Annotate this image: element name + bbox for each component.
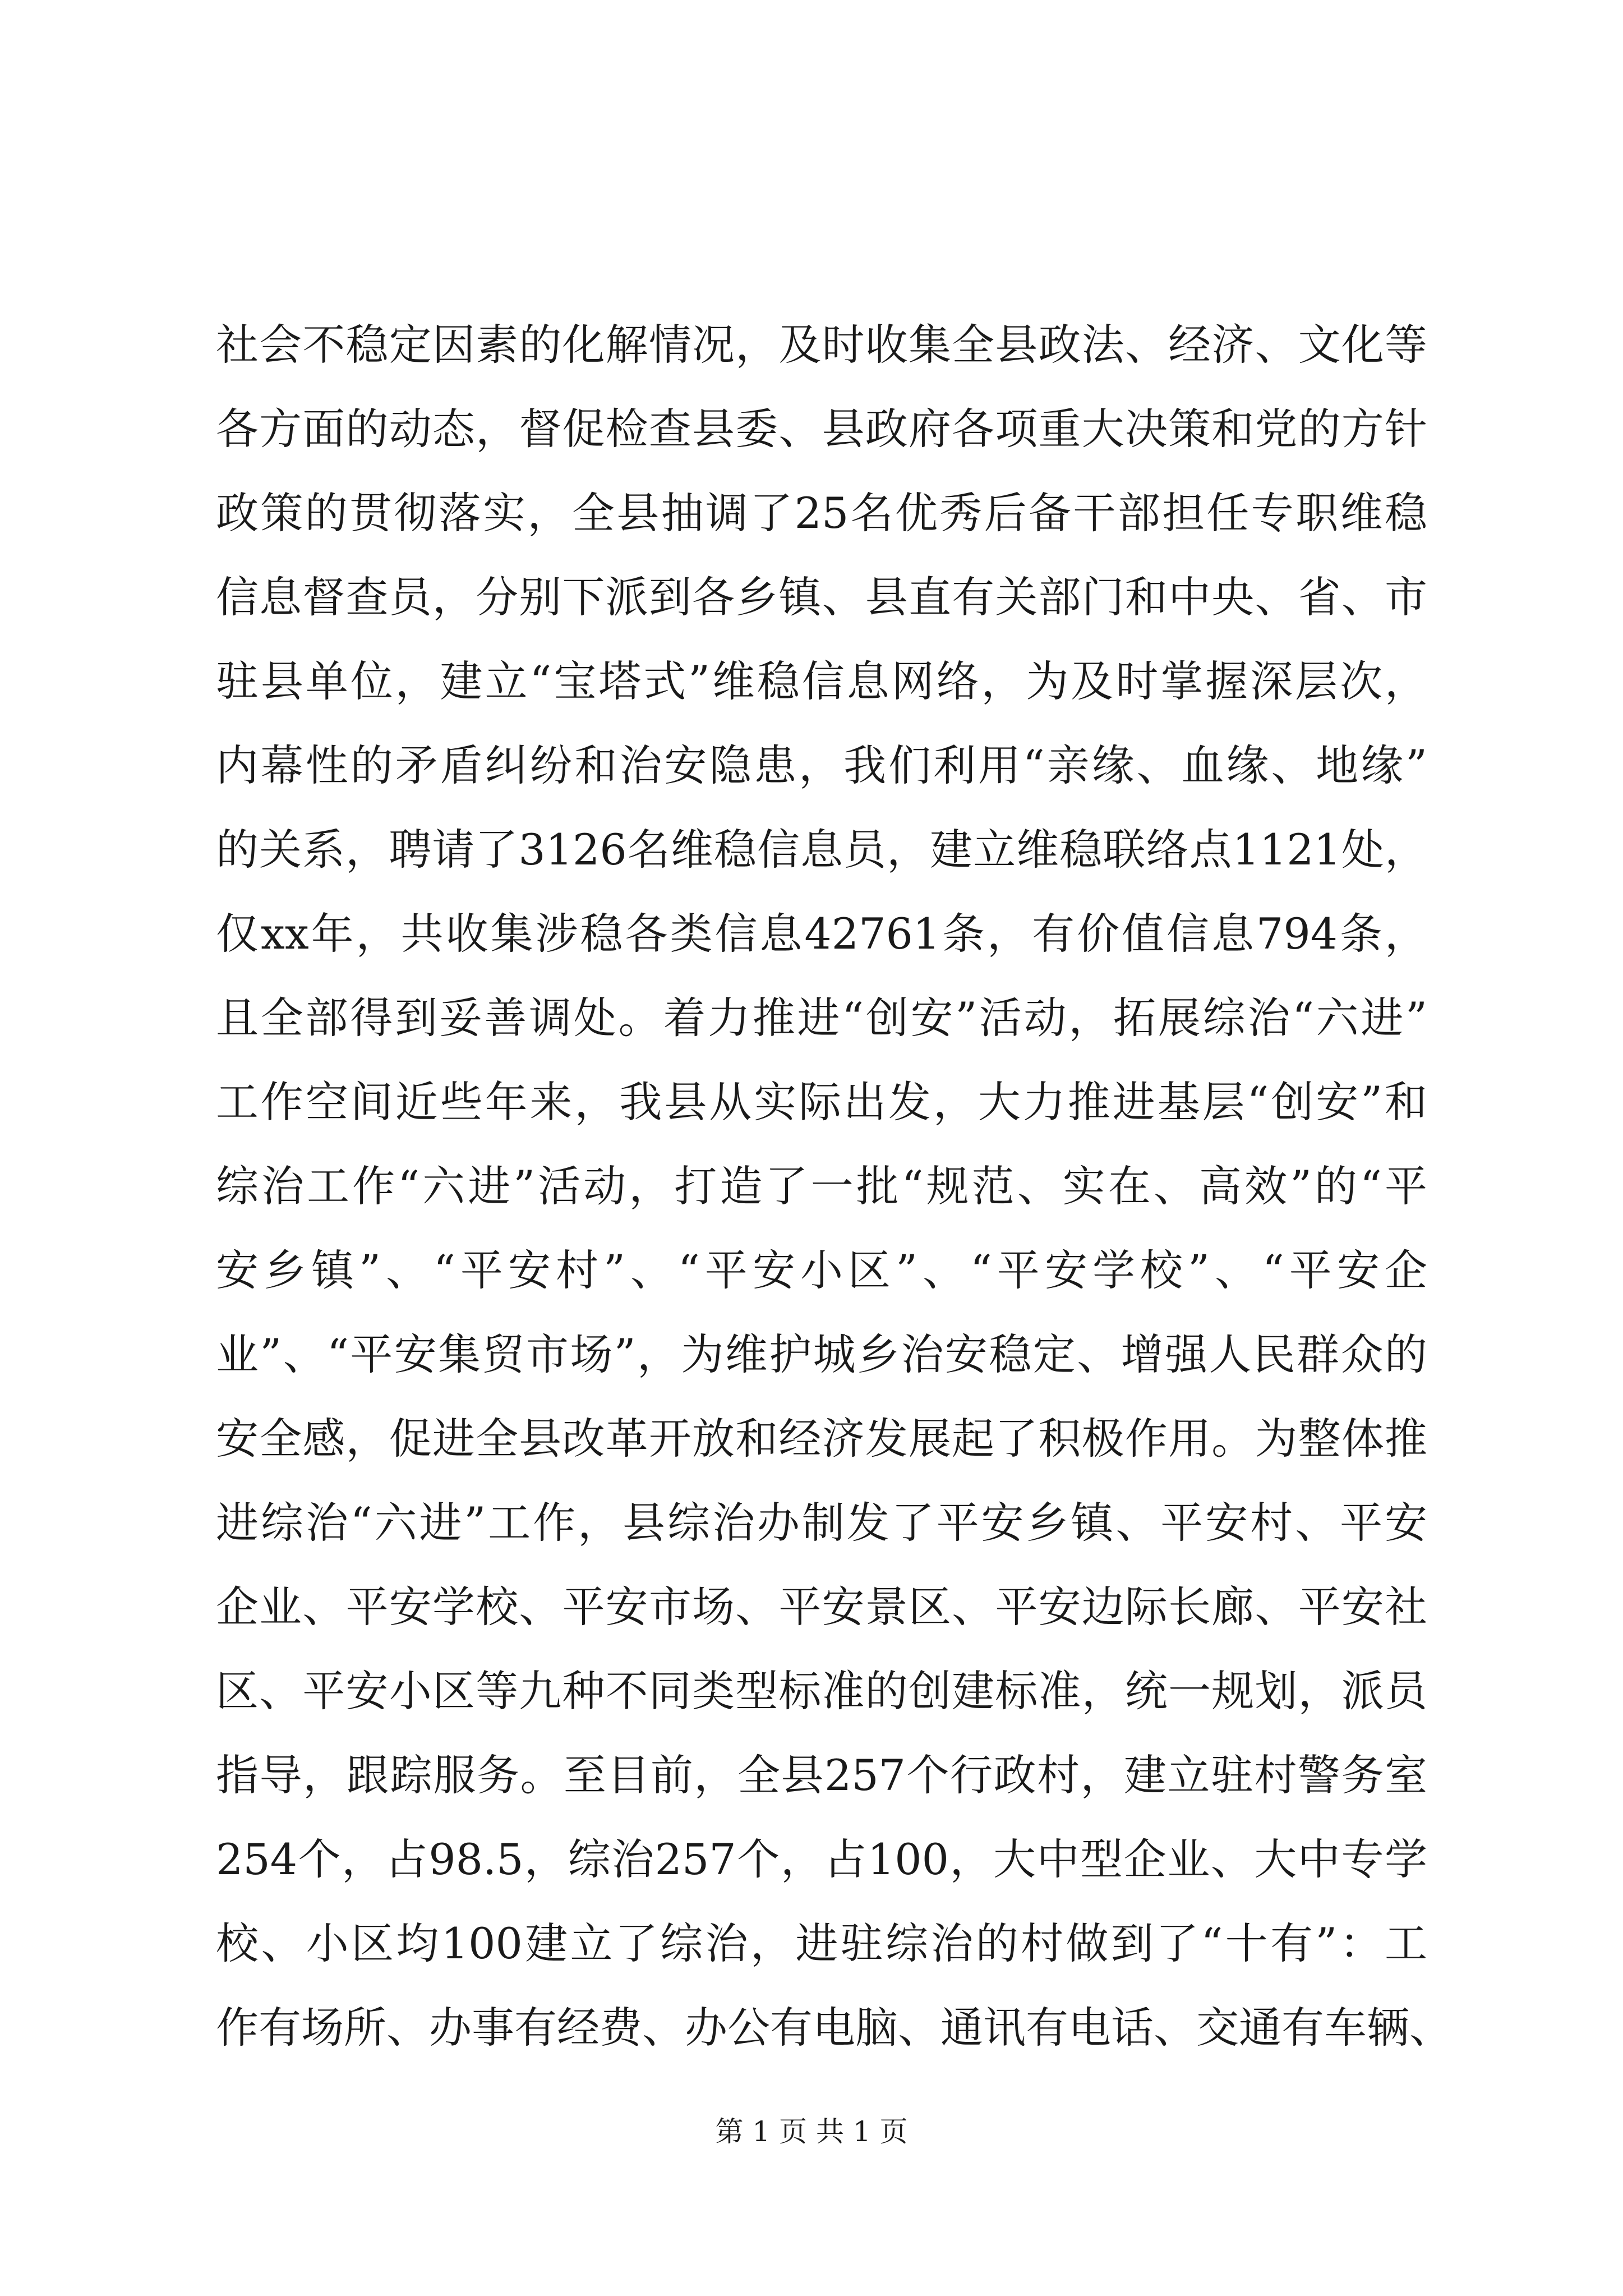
text-line: 社会不稳定因素的化解情况，及时收集全县政法、经济、文化等: [216, 320, 1427, 370]
text-line: 作有场所、办事有经费、办公有电脑、通讯有电话、交通有车辆、: [216, 2003, 1452, 2053]
text-line: 区、平安小区等九种不同类型标准的创建标准，统一规划，派员: [216, 1666, 1427, 1716]
body-text: [216, 303, 1452, 2070]
text-line: 信息督查员，分别下派到各乡镇、县直有关部门和中央、省、市: [216, 572, 1427, 622]
text-line: 安乡镇”、“平安村”、“平安小区”、“平安学校”、“平安企: [216, 1245, 1427, 1295]
text-line: 254个，占98.5，综治257个，占100，大中型企业、大中专学: [216, 1834, 1427, 1884]
text-line: 工作空间近些年来，我县从实际出发，大力推进基层“创安”和: [216, 1077, 1427, 1127]
page-footer: [0, 2115, 1623, 2148]
text-line: 综治工作“六进”活动，打造了一批“规范、实在、高效”的“平: [216, 1161, 1427, 1211]
page-number: 第 1 页 共 1 页: [715, 2115, 908, 2148]
text-line: 安全感，促进全县改革开放和经济发展起了积极作用。为整体推: [216, 1414, 1427, 1464]
text-line: 指导，跟踪服务。至目前，全县257个行政村，建立驻村警务室: [216, 1750, 1427, 1800]
text-line: 且全部得到妥善调处。着力推进“创安”活动，拓展综治“六进”: [216, 993, 1427, 1043]
text-line: 内幕性的矛盾纠纷和治安隐患，我们利用“亲缘、血缘、地缘”: [216, 740, 1427, 790]
text-line: 业”、“平安集贸市场”，为维护城乡治安稳定、增强人民群众的: [216, 1329, 1427, 1379]
text-line: 仅xx年，共收集涉稳各类信息42761条，有价值信息794条，: [216, 909, 1427, 959]
text-line: 各方面的动态，督促检查县委、县政府各项重大决策和党的方针: [216, 404, 1427, 454]
text-line: 政策的贯彻落实，全县抽调了25名优秀后备干部担任专职维稳: [216, 488, 1427, 538]
text-line: 进综治“六进”工作，县综治办制发了平安乡镇、平安村、平安: [216, 1498, 1427, 1548]
text-line: 企业、平安学校、平安市场、平安景区、平安边际长廊、平安社: [216, 1582, 1427, 1632]
text-line: 的关系，聘请了3126名维稳信息员，建立维稳联络点1121处，: [216, 825, 1427, 875]
text-line: 校、小区均100建立了综治，进驻综治的村做到了“十有”：工: [216, 1918, 1427, 1968]
text-line: 驻县单位，建立“宝塔式”维稳信息网络，为及时掌握深层次，: [216, 656, 1427, 706]
